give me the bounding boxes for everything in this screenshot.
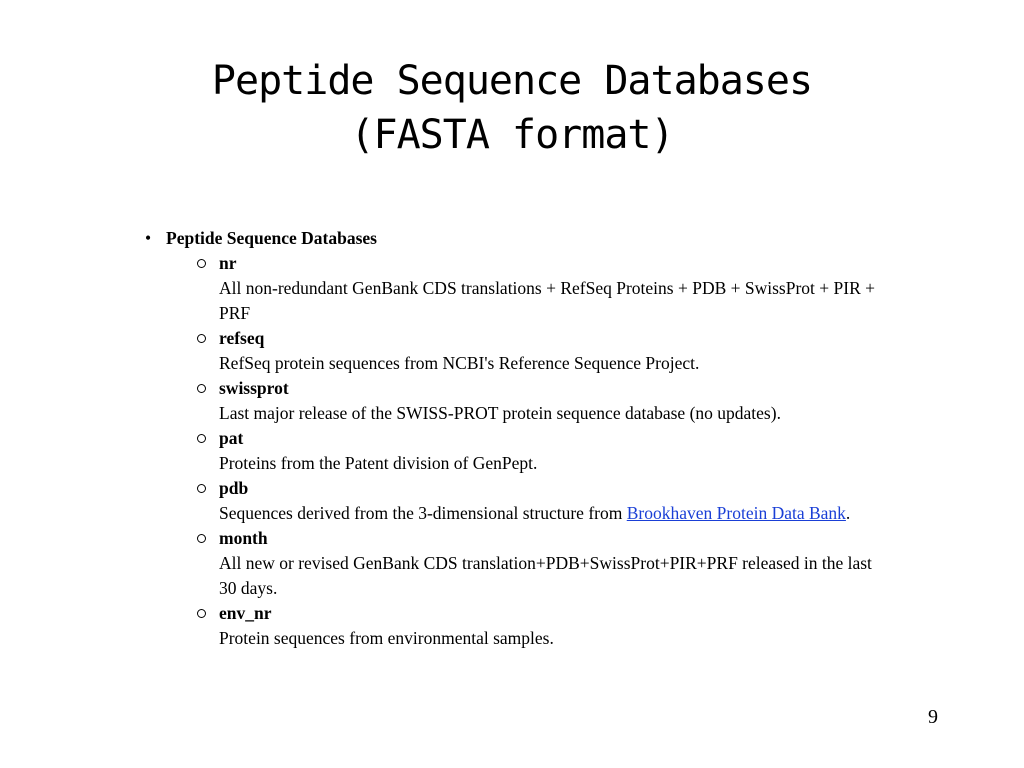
slide-title — [0, 54, 1024, 162]
list-item-env-nr — [143, 601, 903, 651]
db-name: nr — [219, 253, 237, 273]
db-name: refseq — [219, 328, 265, 348]
db-description: All new or revised GenBank CDS translation+PDB+SwissProt+PIR+PRF released in the last 30 days. — [219, 553, 872, 598]
list-item-swissprot — [143, 376, 903, 426]
db-name: pdb — [219, 478, 249, 498]
content-area — [143, 226, 903, 651]
database-list — [143, 251, 903, 651]
title-line-1: Peptide Sequence Databases — [211, 58, 813, 104]
list-item-refseq — [143, 326, 903, 376]
db-name: month — [219, 528, 268, 548]
top-bullet-item — [143, 226, 903, 251]
page-number: 9 — [928, 706, 938, 728]
circle-bullet-icon — [197, 609, 206, 618]
db-description: Protein sequences from environmental samples. — [219, 628, 554, 648]
bullet-disc-icon: • — [145, 228, 152, 248]
db-description: Proteins from the Patent division of GenPept. — [219, 453, 538, 473]
db-description: Last major release of the SWISS-PROT protein sequence database (no updates). — [219, 403, 781, 423]
circle-bullet-icon — [197, 434, 206, 443]
db-description — [219, 501, 879, 526]
title-line-2: (FASTA format) — [350, 112, 674, 158]
circle-bullet-icon — [197, 334, 206, 343]
db-name: env_nr — [219, 603, 272, 623]
brookhaven-pdb-link[interactable]: Brookhaven Protein Data Bank — [626, 503, 846, 523]
list-item-nr — [143, 251, 903, 326]
circle-bullet-icon — [197, 384, 206, 393]
circle-bullet-icon — [197, 534, 206, 543]
db-description-end: . — [845, 503, 851, 523]
list-item-pat — [143, 426, 903, 476]
db-name: swissprot — [219, 378, 289, 398]
db-description-text: Sequences derived from the 3-dimensional structure from — [219, 503, 627, 523]
list-item-month — [143, 526, 903, 601]
list-heading: Peptide Sequence Databases — [166, 228, 377, 248]
db-description: RefSeq protein sequences from NCBI's Reference Sequence Project. — [219, 353, 700, 373]
list-item-pdb — [143, 476, 903, 526]
circle-bullet-icon — [197, 259, 206, 268]
db-name: pat — [219, 428, 244, 448]
circle-bullet-icon — [197, 484, 206, 493]
db-description: All non-redundant GenBank CDS translations + RefSeq Proteins + PDB + SwissProt + PIR + PRF — [219, 278, 876, 323]
